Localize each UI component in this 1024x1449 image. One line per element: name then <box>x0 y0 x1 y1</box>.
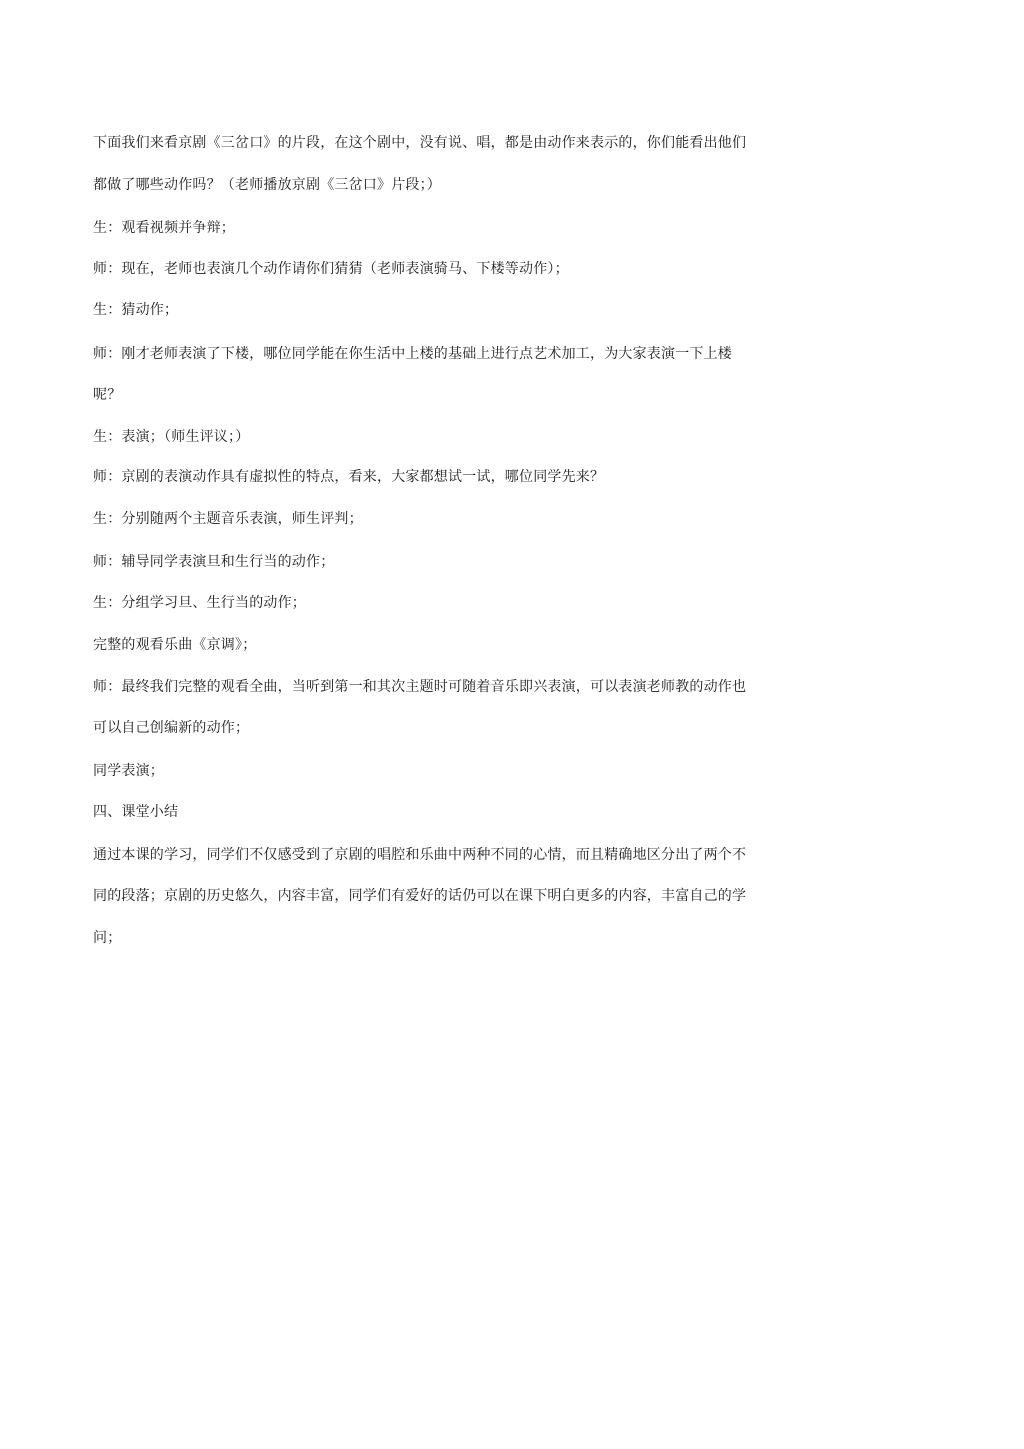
text-line: 同学表演； <box>93 763 164 779</box>
text-line: 完整的观看乐曲《京调》； <box>93 637 257 653</box>
text-line: 可以自己创编新的动作； <box>93 720 250 736</box>
text-line: 生：猜动作； <box>93 302 179 318</box>
text-line: 师：京剧的表演动作具有虚拟性的特点，看来，大家都想试一试，哪位同学先来？ <box>93 469 605 485</box>
text-line: 呢？ <box>93 387 122 403</box>
text-line: 生：分组学习旦、生行当的动作； <box>93 595 306 611</box>
text-line: 师：刚才老师表演了下楼，哪位同学能在你生活中上楼的基础上进行点艺术加工，为大家表演一下上楼 <box>93 346 732 362</box>
text-line: 生：分别随两个主题音乐表演，师生评判； <box>93 511 363 527</box>
text-line: 师：辅导同学表演旦和生行当的动作； <box>93 554 335 570</box>
text-line: 生：表演；（师生评议；） <box>93 429 250 445</box>
text-line: 都做了哪些动作吗？（老师播放京剧《三岔口》片段；） <box>93 177 441 193</box>
text-line: 下面我们来看京剧《三岔口》的片段，在这个剧中，没有说、唱，都是由动作来表示的，你们能看出他们 <box>93 135 747 151</box>
text-line: 师：最终我们完整的观看全曲，当听到第一和其次主题时可随着音乐即兴表演，可以表演老师教的动作也 <box>93 679 747 695</box>
text-line: 师：现在，老师也表演几个动作请你们猜猜（老师表演骑马、下楼等动作）； <box>93 261 569 277</box>
text-line: 问； <box>93 930 122 946</box>
text-line: 通过本课的学习，同学们不仅感受到了京剧的唱腔和乐曲中两种不同的心情，而且精确地区分出了两个不 <box>93 847 747 863</box>
text-line: 生：观看视频并争辩； <box>93 220 235 236</box>
text-line: 同的段落；京剧的历史悠久，内容丰富，同学们有爱好的话仍可以在课下明白更多的内容，丰富自己的学 <box>93 888 747 904</box>
section-heading: 四、课堂小结 <box>93 804 179 820</box>
